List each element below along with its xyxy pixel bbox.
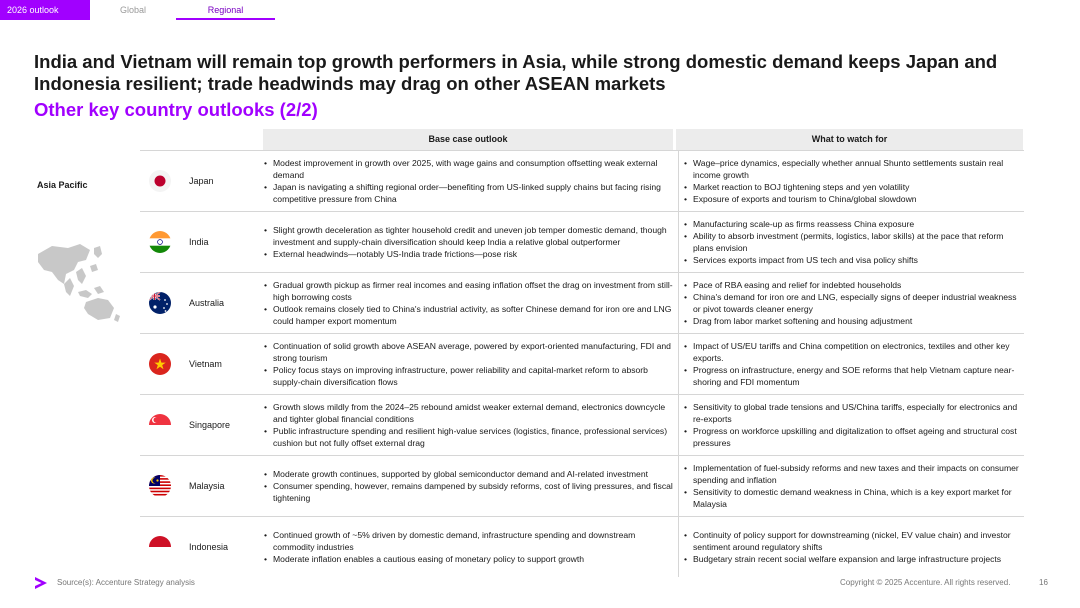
list-item: • Policy focus stays on improving infrastructure, power reliability and capital-market reform to absorb supply-chain diversification flows	[263, 364, 673, 388]
list-item: • Pace of RBA easing and relief for indebted households	[683, 279, 1024, 291]
top-tab-bar	[0, 0, 1080, 20]
tab-2026-outlook[interactable]: 2026 outlook	[0, 0, 90, 20]
country-name: Japan	[189, 176, 214, 186]
list-item: • Continuation of solid growth above ASEAN average, powered by export-oriented manufacturing, FDI and strong tourism	[263, 340, 673, 364]
singapore-flag-icon	[149, 414, 171, 436]
tab-regional[interactable]: Regional	[176, 0, 275, 20]
watch-cell	[678, 395, 1024, 455]
table-row-india	[140, 211, 1024, 272]
watch-cell	[678, 151, 1024, 211]
country-name: Vietnam	[189, 359, 222, 369]
watch-cell	[678, 273, 1024, 333]
page-number: 16	[1039, 578, 1048, 587]
tab-global[interactable]: Global	[119, 5, 146, 15]
list-item: • Market reaction to BOJ tightening steps and yen volatility	[683, 181, 1024, 193]
japan-flag-icon	[149, 170, 171, 192]
table-row-vietnam	[140, 333, 1024, 394]
country-name: Malaysia	[189, 481, 225, 491]
list-item: • Implementation of fuel-subsidy reforms and new taxes and their impacts on consumer spending and inflation	[683, 462, 1024, 486]
malaysia-flag-icon	[149, 475, 171, 497]
list-item: • Sensitivity to global trade tensions and US/China tariffs, especially for electronics and re-exports	[683, 401, 1024, 425]
country-name: Australia	[189, 298, 225, 308]
list-item: • Budgetary strain recent social welfare expansion and large infrastructure projects	[683, 553, 1024, 565]
list-item: • China's demand for iron ore and LNG, especially signs of deeper industrial weakness or pivot towards cleaner energy	[683, 291, 1024, 315]
country-name: Indonesia	[189, 542, 229, 552]
table-row-malaysia	[140, 455, 1024, 516]
base-case-cell	[263, 334, 673, 394]
country-name: India	[189, 237, 209, 247]
list-item: • Gradual growth pickup as firmer real incomes and easing inflation offset the drag on investment from still-high borrowing costs	[263, 279, 673, 303]
list-item: • Sensitivity to domestic demand weakness in China, which is a key export market for Malaysia	[683, 486, 1024, 510]
vietnam-flag-icon	[149, 353, 171, 375]
watch-cell	[678, 334, 1024, 394]
column-header-base-case: Base case outlook	[263, 129, 673, 150]
base-case-cell	[263, 273, 673, 333]
australia-flag-icon	[149, 292, 171, 314]
list-item: • Exposure of exports and tourism to China/global slowdown	[683, 193, 1024, 205]
list-item: • Ability to absorb investment (permits, logistics, labor skills) at the pace that reform plans envision	[683, 230, 1024, 254]
list-item: • Consumer spending, however, remains dampened by subsidy reforms, cost of living pressures, and fiscal tightening	[263, 480, 673, 504]
list-item: • Impact of US/EU tariffs and China competition on electronics, textiles and other key exports.	[683, 340, 1024, 364]
table-row-japan	[140, 150, 1024, 211]
list-item: • Modest improvement in growth over 2025, with wage gains and consumption offsetting weak external demand	[263, 157, 673, 181]
india-flag-icon	[149, 231, 171, 253]
list-item: • Outlook remains closely tied to China's industrial activity, as softer Chinese demand for iron ore and LNG could hamper export momentum	[263, 303, 673, 327]
watch-cell	[678, 517, 1024, 577]
list-item: • Services exports impact from US tech and visa policy shifts	[683, 254, 1024, 266]
list-item: • Wage–price dynamics, especially whether annual Shunto settlements sustain real income growth	[683, 157, 1024, 181]
page-title: India and Vietnam will remain top growth performers in Asia, while strong domestic demand keeps Japan and Indonesia resilient; trade headwinds may drag on other ASEAN markets	[34, 51, 998, 94]
source-note: Source(s): Accenture Strategy analysis	[57, 578, 195, 587]
column-header-what-to-watch: What to watch for	[676, 129, 1023, 150]
copyright-text: Copyright © 2025 Accenture. All rights reserved.	[840, 578, 1011, 587]
list-item: • Slight growth deceleration as tighter household credit and uneven job temper domestic demand, though investment and supply-chain diversification should keep India a relative global outperformer	[263, 224, 673, 248]
base-case-cell	[263, 456, 673, 516]
accenture-logo-icon	[33, 575, 49, 591]
list-item: • Public infrastructure spending and resilient high-value services (logistics, finance, professional services) cushion but not fully offset external drag	[263, 425, 673, 449]
list-item: • Japan is navigating a shifting regional order—benefiting from US-linked supply chains but facing rising competitive pressure from China	[263, 181, 673, 205]
table-row-singapore	[140, 394, 1024, 455]
list-item: • Drag from labor market softening and housing adjustment	[683, 315, 1024, 327]
list-item: • Moderate inflation enables a cautious easing of monetary policy to support growth	[263, 553, 673, 565]
list-item: • Growth slows mildly from the 2024–25 rebound amidst weaker external demand, electronics downcycle and tighter global financial conditions	[263, 401, 673, 425]
base-case-cell	[263, 212, 673, 272]
list-item: • External headwinds—notably US-India trade frictions—pose risk	[263, 248, 673, 260]
page-subtitle: Other key country outlooks (2/2)	[34, 99, 318, 120]
base-case-cell	[263, 151, 673, 211]
list-item: • Progress on workforce upskilling and digitalization to offset ageing and structural cost pressures	[683, 425, 1024, 449]
asia-pacific-map-icon	[34, 236, 124, 326]
base-case-cell	[263, 517, 673, 577]
list-item: • Progress on infrastructure, energy and SOE reforms that help Vietnam capture near-shoring and FDI momentum	[683, 364, 1024, 388]
watch-cell	[678, 456, 1024, 516]
list-item: • Continuity of policy support for downstreaming (nickel, EV value chain) and investor sentiment around regulatory shifts	[683, 529, 1024, 553]
list-item: • Manufacturing scale-up as firms reassess China exposure	[683, 218, 1024, 230]
base-case-cell	[263, 395, 673, 455]
list-item: • Moderate growth continues, supported by global semiconductor demand and AI-related investment	[263, 468, 673, 480]
watch-cell	[678, 212, 1024, 272]
indonesia-flag-icon	[149, 536, 171, 558]
region-label: Asia Pacific	[37, 180, 88, 190]
table-row-indonesia	[140, 516, 1024, 577]
table-row-australia	[140, 272, 1024, 333]
country-name: Singapore	[189, 420, 231, 430]
list-item: • Continued growth of ~5% driven by domestic demand, infrastructure spending and downstream commodity industries	[263, 529, 673, 553]
